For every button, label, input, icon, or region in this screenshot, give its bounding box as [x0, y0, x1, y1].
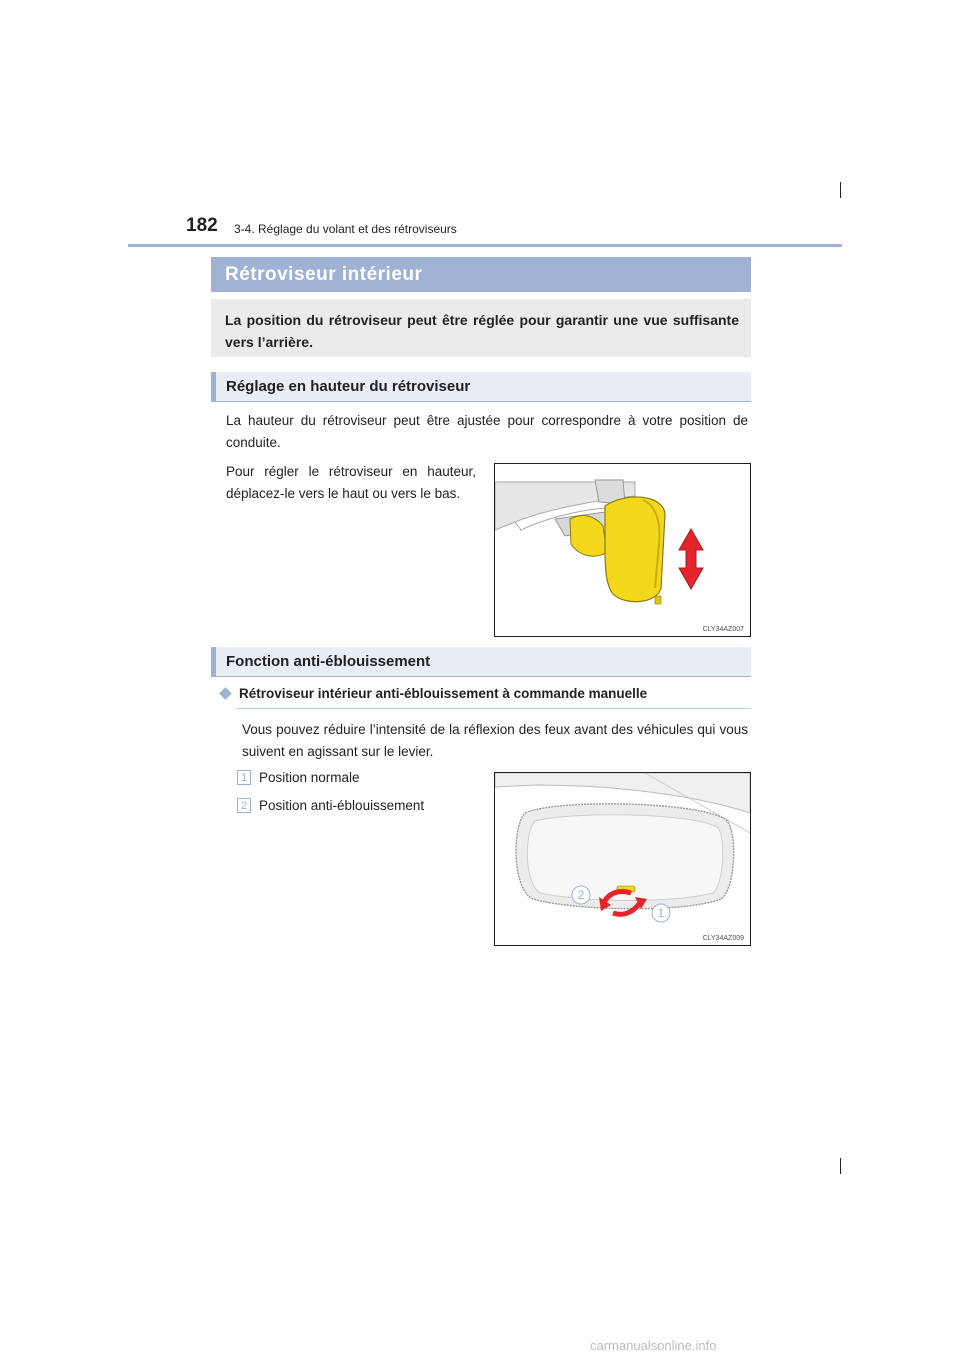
bullet-heading [218, 686, 647, 701]
height-paragraph-1: La hauteur du rétroviseur peut être ajustée pour correspondre à votre position de conduite. [226, 413, 748, 450]
up-down-arrow-icon [679, 529, 703, 589]
bullet-title: Rétroviseur intérieur anti-éblouissement à commande manuelle [239, 686, 648, 701]
main-title: Rétroviseur intérieur [211, 257, 751, 292]
figure-code: CLY34AZ009 [702, 935, 744, 942]
antiglare-paragraph: Vous pouvez réduire l’intensité de la réflexion des feux avant des véhicules qui vous suivent en agissant sur le levier. [242, 722, 748, 759]
mirror-antiglare-illustration [494, 772, 751, 946]
list-item-label: Position anti-éblouissement [259, 798, 425, 813]
number-badge: 2 [237, 798, 251, 813]
mirror-antiglare-drawing [495, 773, 750, 945]
section-heading-height: Réglage en hauteur du rétroviseur [211, 372, 751, 402]
section-heading-antiglare: Fonction anti-éblouissement [211, 647, 751, 677]
crop-mark [840, 1158, 841, 1174]
callout-2 [572, 886, 590, 904]
callout-2-label: 2 [577, 888, 585, 902]
diamond-bullet-icon [219, 687, 232, 700]
bullet-rule [236, 708, 751, 709]
number-badge: 1 [237, 770, 251, 785]
section-path: 3-4. Réglage du volant et des rétroviseurs [234, 222, 457, 236]
mirror-height-drawing [495, 464, 750, 636]
header-rule [128, 244, 842, 247]
list-item [237, 770, 360, 785]
callout-1 [652, 904, 670, 922]
height-paragraph-2: Pour régler le rétroviseur en hauteur, déplacez-le vers le haut ou vers le bas. [226, 464, 476, 501]
list-item-label: Position normale [259, 770, 360, 785]
figure-code: CLY34AZ007 [702, 626, 744, 633]
list-item [237, 798, 424, 813]
watermark: carmanualsonline.info [590, 1338, 717, 1353]
callout-1-label: 1 [657, 906, 665, 920]
page-number: 182 [186, 215, 218, 236]
mirror-height-illustration [494, 463, 751, 637]
intro-box: La position du rétroviseur peut être réglée pour garantir une vue suffisante vers l’arrière. [211, 299, 751, 357]
crop-mark [840, 182, 841, 198]
